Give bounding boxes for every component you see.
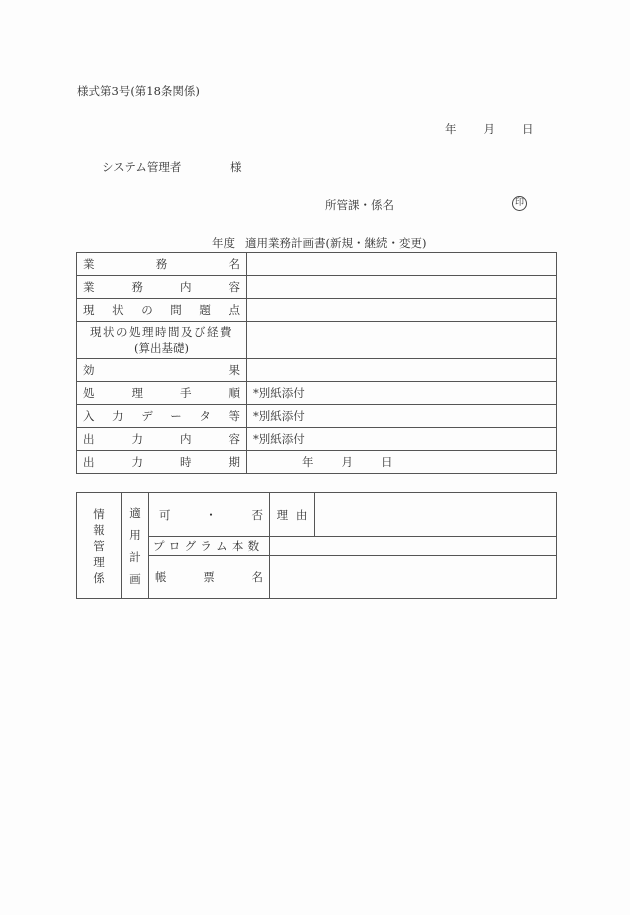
title-text: 適用業務計画書(新規・継続・変更) [245,236,427,250]
label-output-timing: 出 力 時 期 [77,451,247,474]
year-label: 年 [445,122,457,136]
month-label: 月 [483,122,495,136]
forms-label: 帳 票 名 [149,556,270,599]
label-business-name: 業 務 名 [77,253,247,276]
table-row [77,322,557,359]
label-current-issues: 現 状 の 問 題 点 [77,299,247,322]
plan-label: 適 用 計 画 [122,493,149,599]
reason-field[interactable] [315,493,557,537]
label-current-cost: 現状の処理時間及び経費 (算出基礎) [77,322,247,359]
label-business-content: 業 務 内 容 [77,276,247,299]
program-count-field[interactable] [270,537,557,556]
addressee: システム管理者 [102,160,182,174]
label-effect: 効 果 [77,359,247,382]
table-row [77,493,557,537]
honorific: 様 [230,160,242,174]
business-content-field[interactable] [247,276,557,299]
current-issues-field[interactable] [247,299,557,322]
output-content-field[interactable]: *別紙添付 [247,428,557,451]
table-row [77,428,557,451]
document-title [212,235,426,251]
table-row [77,382,557,405]
day-label: 日 [522,122,534,136]
label-procedure: 処 理 手 順 [77,382,247,405]
form-number: 様式第3号(第18条関係) [77,84,200,98]
forms-field[interactable] [270,556,557,599]
current-cost-field[interactable] [247,322,557,359]
label-output-content: 出 力 内 容 [77,428,247,451]
table-row [77,537,557,556]
table-row [77,556,557,599]
review-table [76,492,557,599]
input-data-field[interactable]: *別紙添付 [247,405,557,428]
table-row [77,253,557,276]
table-row [77,359,557,382]
seal-icon: 印 [512,196,527,211]
effect-field[interactable] [247,359,557,382]
procedure-field[interactable]: *別紙添付 [247,382,557,405]
table-row [77,276,557,299]
business-name-field[interactable] [247,253,557,276]
table-row [77,405,557,428]
program-count-label: プログラム本数 [149,537,270,556]
plan-table [76,252,557,474]
table-row [77,299,557,322]
approve-label: 可 ・ 否 [149,493,270,537]
label-input-data: 入 力 デ ー タ 等 [77,405,247,428]
department-label: 所管課・係名 [325,198,394,212]
section-label: 情 報 管 理 係 [77,493,122,599]
submission-date [445,121,534,137]
table-row [77,451,557,474]
reason-label: 理 由 [270,493,315,537]
fiscal-year-label: 年度 [212,236,235,250]
output-timing-field[interactable]: 年 月 日 [247,451,557,474]
